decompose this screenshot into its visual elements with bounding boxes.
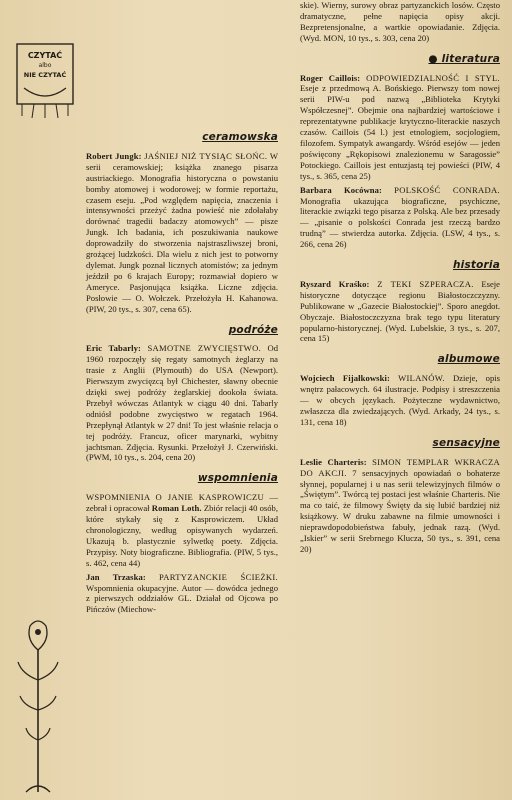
entry-title: SAMOTNE ZWYCIĘSTWO.	[147, 343, 262, 354]
logo-line1: CZYTAĆ	[27, 51, 63, 60]
entry-title: ODPOWIEDZIALNOŚĆ I STYL.	[366, 72, 501, 83]
entry-editor: Roman Loth.	[151, 503, 202, 514]
entry-title: WSPOMNIENIA O JANIE KASPROWICZU	[86, 492, 265, 503]
entry-title: SIMON TEMPLAR WKRACZA DO AKCJI.	[300, 456, 501, 478]
section-literatura: ● literatura	[300, 54, 500, 65]
entry-body: — zebrał i opracował	[86, 492, 278, 514]
entry-caillois	[300, 73, 500, 182]
continued-text: skie). Wierny, surowy obraz partyzanckich losów. Często dramatyczne, pełne napięcia opisy akcji. Bezpretensjonalne, a wartkie opowiadanie. Zdjęcia. (Wyd. MON, 10 tys., s. 303, cena 20)	[300, 0, 500, 43]
entry-body: Wspomnienia okupacyjne. Autor — dowódca jednego z pierwszych oddziałów GL. Działał od Ojcowa po Pińczów (Miechow-	[86, 582, 278, 615]
czytac-logo	[14, 40, 76, 120]
entry-author: Robert Jungk:	[86, 150, 142, 161]
entry-body: Zbiór relacji 40 osób, które stykały się z Kasprowiczem. Układ chronologiczny, według opisywanych wydarzeń. Ukazują b. plastycznie sylwetkę poety. Zdjęcia. Przypisy. Noty biograficzne. Bibliografia. (PIW, 5 tys., s. 462, cena 44)	[86, 503, 278, 568]
right-column	[300, 0, 500, 558]
entry-author: Eric Tabarly:	[86, 343, 142, 354]
left-column	[86, 0, 278, 618]
entry-author: Roger Caillois:	[300, 72, 361, 83]
entry-body: 7 sensacyjnych opowiadań o bohaterze słynnej, popularnej i u nas serii telewizyjnych filmów o „Świętym”. Twórcą tej postaci jest właśnie Charteris. Nie ma co taić, że filmowy Święty da się lubić bardziej niż książkowy. W druku zabawne na filmie umowności i nieprawdopodobieństwa fabuły, jednak razą. (Wyd. „Iskier” w serii Srebrnego Klucza, 50 tys., s. 391, cena 20)	[300, 467, 500, 554]
entry-body: Eseje z przedmową A. Bońskiego. Pierwszy tom nowej serii PIW-u pod nazwą „Biblioteka Krytyki Współczesnej”. Obejmie ona najbardziej wartościowe i reprezentatywne publikacje krytyczno-literackie naszych czasów. Caillois (54 l.) jest etnologiem, socjologiem, filozofem. Sympatyk awangardy. Wśród esejów — jeden poświęcony „Rękopisowi znalezionemu w Saragossie” Potockiego. Caillois jest entuzjastą tej powieści (PIW, 4 tys., s. 365, cena 25)	[300, 83, 500, 181]
entry-kasprowicz	[86, 492, 278, 568]
entry-title: WILANÓW.	[398, 373, 445, 384]
entry-body: Od 1960 rozpoczęły się regaty samotnych żeglarzy na trasie z Anglii (Plymouth) do USA (Newport). Pierwszym zwycięzcą był Chichester, sławny obecnie dzięki swej podróży żeglarskiej dookoła świata. Przebył wówczas Atlantyk w ciągu 40 dni. Tabarly odniósł podobne zwycięstwo w regatach 1964. Przepłynął Atlantyk w 27 dni! To jest właśnie relacja o tej podróży. Francuz, oficer marynarki, wybitny jachtsman. Zdjęcia. Rysunki. Przełożył J. Czerwiński. (PWM, 10 tys., s. 204, cena 20)	[86, 343, 278, 463]
entry-body: W serii ceramowskiej; książka znanego pisarza austriackiego. Monografia historyczna o powstaniu bomby atomowej i wodorowej; w formie reportażu, czasem eseju. „Pod względem napięcia, znaczenia i intensywności przeżyć żadna powieść nie zdołałaby dorównać tragedii badaczy atomowych” — pisze Jungk. Ich badania, ich poszukiwania naukowe doprowadziły do stworzenia najstraszliwszej broni, grożącej ludzkości. Dla wielu z nich jest to potworny dylemat. Jungk poznał licznych atomistów; za jednym jeździł po 6 krajach Europy; rozmawiał dopiero w Ameryce. Pasjonująca książka. Liczne zdjęcia. Posłowie — O. Wołczek. Przełożyła H. Kahanowa. (PIW, 20 tys., s. 307, cena 65).	[86, 150, 278, 314]
logo-line2: albo	[38, 62, 52, 69]
section-wspomnienia: wspomnienia	[197, 472, 278, 485]
section-podroze: podróże	[228, 323, 278, 336]
entry-title: PARTYZANCKIE ŚCIEŻKI.	[158, 571, 279, 582]
entry-title: JAŚNIEJ NIŻ TYSIĄC SŁOŃC.	[144, 150, 268, 161]
entry-author: Wojciech Fijałkowski:	[300, 373, 390, 384]
entry-kocowna	[300, 185, 500, 250]
entry-author: Barbara Kocówna:	[300, 184, 383, 195]
ornament-illustration	[8, 610, 68, 795]
entry-krasko	[300, 279, 500, 344]
entry-charteris	[300, 457, 500, 555]
entry-trzaska	[86, 572, 278, 616]
entry-tabarly	[86, 343, 278, 463]
logo-line3: NIE CZYTAĆ	[23, 71, 67, 79]
entry-fijalkowski	[300, 373, 500, 428]
entry-title: POLSKOŚĆ CONRADA.	[394, 184, 500, 195]
entry-body: Monografia ukazująca biograficzne, psychiczne, literackie związki tego pisarza z Polską. Ale bez przesady — „pisanie o polskości Conrada jest rzeczą bardzo trudną” — stwierdza autorka. Zdjęcia. (LSW, 4 tys., s. 266, cena 26)	[300, 195, 500, 250]
section-ceramowska: ceramowska	[202, 131, 278, 143]
entry-body: Dzieje, opis wnętrz pałacowych. 64 ilustracje. Podpisy i streszczenia — w obcych językach. Pożyteczne wydawnictwo, zwłaszcza dla zwiedzających. (Wyd. Arkady, 24 tys., s. 131, cena 18)	[300, 373, 500, 427]
entry-title: Z TEKI SZPERACZA.	[377, 278, 474, 289]
section-historia: historia	[452, 259, 500, 272]
entry-author: Leslie Charteris:	[300, 456, 367, 467]
entry-body: Eseje historyczne dotyczące regionu Białostoczczyzny. Publikowane w „Gazecie Białostockiej”. Sporo anegdot. Obyczaje. Białostoczczyzna brak tego typu literatury popularno-historycznej. (Wyd. Lubelskie, 3 tys., s. 207, cena 15)	[300, 278, 500, 344]
entry-author: Ryszard Kraśko:	[300, 278, 370, 289]
section-sensacyjne: sensacyjne	[432, 436, 500, 449]
entry-author: Jan Trzaska:	[86, 571, 146, 582]
section-albumowe: albumowe	[437, 353, 500, 366]
entry-jungk	[86, 151, 278, 315]
